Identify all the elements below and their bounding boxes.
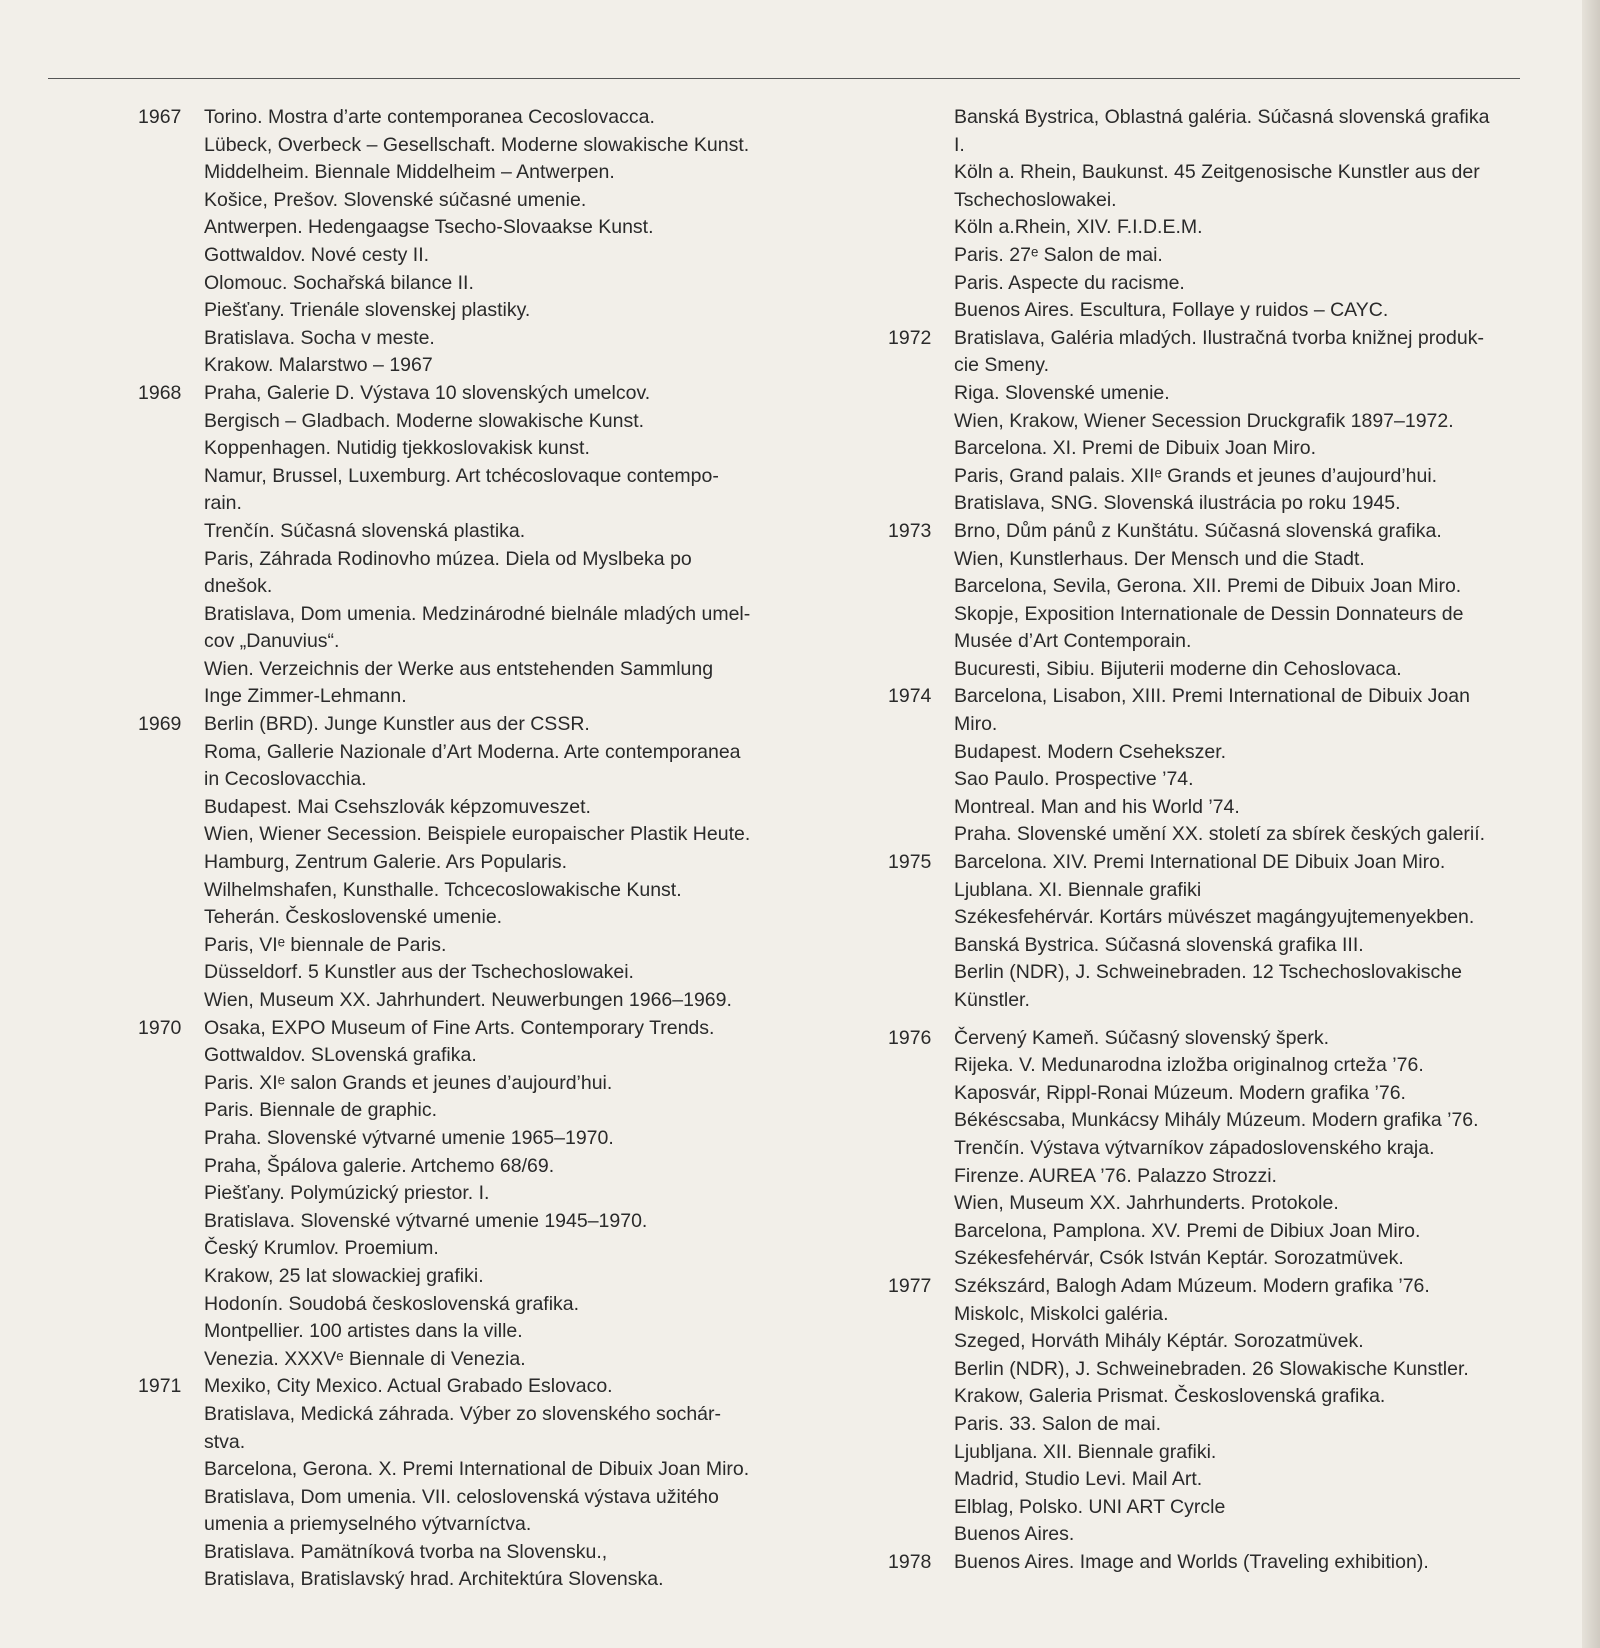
exhibition-line: Bratislava, Dom umenia. Medzinárodné bielnále mladých umel- [204,602,751,625]
exhibition-line: Wien, Museum XX. Jahrhundert. Neuwerbungen 1966–1969. [204,989,732,1011]
exhibition-line: Praha, Špálova galerie. Artchemo 68/69. [204,1154,555,1177]
exhibition-line: in Cecoslovacchia. [204,768,367,791]
exhibition-line: cie Smeny. [954,354,1050,377]
exhibition-line: Paris, Záhrada Rodinovho múzea. Diela od Myslbeka po [204,547,692,570]
exhibition-line: Košice, Prešov. Slovenské súčasné umenie. [204,188,587,211]
year-label: 1974 [888,685,932,708]
exhibition-line: Praha. Slovenské umění XX. století za sbírek českých galerií. [954,823,1486,846]
exhibition-line: Gottwaldov. Nové cesty II. [204,243,430,266]
exhibition-line: Banská Bystrica, Oblastná galéria. Súčasná slovenská grafika [954,106,1490,128]
exhibition-year-entry [888,683,1588,849]
exhibition-line: Bergisch – Gladbach. Moderne slowakische Kunst. [204,409,645,432]
exhibition-line: Torino. Mostra d’arte contemporanea Cecoslovacca. [204,106,655,128]
exhibition-year-entry [888,1025,1588,1273]
year-label: 1969 [138,713,182,736]
exhibition-line: Kaposvár, Rippl-Ronai Múzeum. Modern grafika ’76. [954,1081,1406,1104]
exhibition-line: Tschechoslowakei. [954,188,1117,211]
exhibition-year-entry [138,1015,858,1374]
exhibition-year-entry [888,325,1588,518]
exhibition-year-entry [888,849,1588,1015]
exhibition-line: Wilhelmshafen, Kunsthalle. Tchcecoslowakische Kunst. [204,878,682,901]
exhibition-line: Barcelona, Lisabon, XIII. Premi International de Dibuix Joan [954,685,1470,708]
exhibition-line: Sao Paulo. Prospective ’74. [954,768,1194,791]
year-label: 1972 [888,326,932,349]
exhibition-line: Bratislava, Dom umenia. VII. celoslovenská výstava užitého [204,1485,719,1508]
exhibition-year-entry [138,380,858,711]
exhibition-line: Székesfehérvár. Kortárs müvészet magángyujtemenyekben. [954,906,1475,929]
exhibition-line: Budapest. Modern Csehekszer. [954,740,1227,763]
exhibition-line: Český Krumlov. Proemium. [204,1237,439,1260]
exhibition-line: Roma, Gallerie Nazionale d’Art Moderna. Arte contemporanea [204,740,741,763]
year-label: 1975 [888,851,932,874]
exhibition-year-entry [138,711,858,1015]
exhibition-line: Bratislava. Pamätníková tvorba na Slovensku., [204,1540,608,1563]
exhibition-line: Banská Bystrica. Súčasná slovenská grafika III. [954,933,1364,956]
exhibition-line: Düsseldorf. 5 Kunstler aus der Tschechoslowakei. [204,961,634,984]
year-label: 1977 [888,1274,932,1297]
year-label: 1978 [888,1550,932,1573]
exhibition-line: Bratislava, Medická záhrada. Výber zo slovenského sochár- [204,1402,721,1425]
exhibition-line: Paris. Biennale de graphic. [204,1099,438,1122]
exhibition-line: Hamburg, Zentrum Galerie. Ars Popularis. [204,851,568,874]
exhibition-line: Wien. Verzeichnis der Werke aus entstehenden Sammlung [204,657,714,680]
exhibition-line: Berlin (NDR), J. Schweinebraden. 26 Slowakische Kunstler. [954,1357,1469,1380]
exhibition-line: Praha, Galerie D. Výstava 10 slovenských umelcov. [204,381,651,404]
exhibition-line: Skopje, Exposition Internationale de Dessin Donnateurs de [954,602,1464,625]
exhibition-line: Antwerpen. Hedengaagse Tsecho-Slovaakse Kunst. [204,216,654,239]
exhibition-line: Hodonín. Soudobá československá grafika. [204,1292,580,1315]
exhibition-line: I. [954,133,965,156]
exhibition-line: Ljublana. XI. Biennale grafiki [954,878,1202,901]
exhibition-line: Wien, Krakow, Wiener Secession Druckgrafik 1897–1972. [954,409,1454,432]
exhibition-line: Krakow. Malarstwo – 1967 [204,354,433,377]
exhibition-line: Musée d’Art Contemporain. [954,630,1192,653]
exhibition-line: Koppenhagen. Nutidig tjekkoslovakisk kunst. [204,437,590,460]
exhibition-line: Krakow, Galeria Prismat. Československá grafika. [954,1385,1386,1408]
exhibition-line: Riga. Slovenské umenie. [954,381,1170,404]
exhibition-line: Teherán. Československé umenie. [204,906,503,929]
year-label: 1968 [138,381,182,404]
exhibition-year-entry [888,1273,1588,1549]
exhibition-line: Barcelona, Sevila, Gerona. XII. Premi de Dibuix Joan Miro. [954,575,1462,598]
exhibition-line: dnešok. [204,575,273,598]
exhibition-line: Ljubljana. XII. Biennale grafiki. [954,1440,1217,1463]
exhibition-line: Berlin (BRD). Junge Kunstler aus der CSSR. [204,713,590,736]
year-label: 1976 [888,1026,932,1049]
exhibition-line: Červený Kameň. Súčasný slovenský šperk. [954,1026,1329,1049]
exhibition-line: Künstler. [954,989,1030,1011]
exhibition-year-entry [888,1549,1588,1577]
exhibition-line: Wien, Kunstlerhaus. Der Mensch und die Stadt. [954,547,1365,570]
exhibition-line: Paris. XIᵉ salon Grands et jeunes d’aujourd’hui. [204,1071,613,1094]
exhibition-line: stva. [204,1430,246,1453]
year-label: 1973 [888,519,932,542]
exhibition-line: Paris, Grand palais. XIIᵉ Grands et jeunes d’aujourd’hui. [954,464,1438,487]
exhibition-line: Buenos Aires. Escultura, Follaye y ruidos – CAYC. [954,299,1389,322]
exhibition-line: Paris. 33. Salon de mai. [954,1412,1162,1435]
exhibition-line: Köln a.Rhein, XIV. F.I.D.E.M. [954,216,1203,239]
exhibition-line: Namur, Brussel, Luxemburg. Art tchécoslovaque contempo- [204,464,719,487]
exhibition-line: Olomouc. Sochařská bilance II. [204,271,474,294]
exhibition-line: Lübeck, Overbeck – Gesellschaft. Moderne slowakische Kunst. [204,133,750,156]
exhibition-year-entry [138,1373,858,1594]
exhibition-line: Berlin (NDR), J. Schweinebraden. 12 Tschechoslovakische [954,961,1462,984]
exhibition-line: Barcelona. XIV. Premi International DE Dibuix Joan Miro. [954,851,1446,874]
exhibition-line: Rijeka. V. Medunarodna izložba originalnog crteža ’76. [954,1054,1424,1077]
year-label: 1970 [138,1016,182,1039]
year-label: 1971 [138,1375,182,1398]
exhibition-line: Inge Zimmer-Lehmann. [204,685,407,708]
exhibition-line: cov „Danuvius“. [204,630,340,653]
exhibition-line: umenia a priemyselného výtvarníctva. [204,1513,532,1536]
exhibition-year-entry [138,104,858,380]
exhibition-line: Budapest. Mai Csehszlovák képzomuveszet. [204,795,591,818]
exhibition-line: Buenos Aires. [954,1523,1075,1546]
exhibition-line: Mexiko, City Mexico. Actual Grabado Eslovaco. [204,1375,613,1398]
exhibition-line: Szeged, Horváth Mihály Képtár. Sorozatmüvek. [954,1330,1364,1353]
exhibition-line: Montpellier. 100 artistes dans la ville. [204,1320,523,1343]
exhibition-line: Miro. [954,713,998,736]
right-column [888,104,1588,1576]
exhibition-line: Paris. 27ᵉ Salon de mai. [954,243,1163,266]
page-edge [1582,0,1600,1648]
top-rule [48,78,1520,79]
exhibition-line: Praha. Slovenské výtvarné umenie 1965–1970. [204,1126,614,1149]
exhibition-line: Bratislava. Socha v meste. [204,326,435,349]
exhibition-line: Venezia. XXXVᵉ Biennale di Venezia. [204,1347,526,1370]
exhibition-line: Miskolc, Miskolci galéria. [954,1302,1169,1325]
exhibition-line: Trenčín. Výstava výtvarníkov západoslovenského kraja. [954,1136,1435,1159]
exhibition-line: Piešťany. Trienále slovenskej plastiky. [204,299,531,322]
exhibition-line: Köln a. Rhein, Baukunst. 45 Zeitgenosische Kunstler aus der [954,161,1480,184]
exhibition-line: Békéscsaba, Munkácsy Mihály Múzeum. Modern grafika ’76. [954,1109,1479,1132]
exhibition-line: Gottwaldov. SLovenská grafika. [204,1044,477,1067]
exhibition-year-entry [888,518,1588,684]
exhibition-line: Barcelona, Pamplona. XV. Premi de Dibiux Joan Miro. [954,1219,1421,1242]
exhibition-line: Bucuresti, Sibiu. Bijuterii moderne din Cehoslovaca. [954,657,1402,680]
exhibition-line: Bratislava. Slovenské výtvarné umenie 1945–1970. [204,1209,648,1232]
exhibition-line: Trenčín. Súčasná slovenská plastika. [204,519,526,542]
exhibition-line: Brno, Dům pánů z Kunštátu. Súčasná slovenská grafika. [954,519,1442,542]
exhibition-line: Bratislava, Galéria mladých. Ilustračná tvorba knižnej produk- [954,326,1484,349]
exhibition-line: Bratislava, Bratislavský hrad. Architektúra Slovenska. [204,1568,664,1591]
exhibition-line: Osaka, EXPO Museum of Fine Arts. Contemporary Trends. [204,1016,715,1039]
exhibition-line: Wien, Museum XX. Jahrhunderts. Protokole. [954,1192,1339,1215]
exhibition-line: Paris. Aspecte du racisme. [954,271,1185,294]
exhibition-line: Barcelona, Gerona. X. Premi International de Dibuix Joan Miro. [204,1458,750,1481]
exhibition-line: Madrid, Studio Levi. Mail Art. [954,1468,1203,1491]
exhibition-line: Paris, VIᵉ biennale de Paris. [204,933,447,956]
exhibition-line: Székesfehérvár, Csók István Keptár. Sorozatmüvek. [954,1247,1404,1270]
exhibition-line: Montreal. Man and his World ’74. [954,795,1240,818]
exhibition-line: rain. [204,492,242,515]
exhibition-year-entry [888,104,1588,325]
exhibition-line: Krakow, 25 lat slowackiej grafiki. [204,1264,484,1287]
exhibition-line: Middelheim. Biennale Middelheim – Antwerpen. [204,161,615,184]
exhibition-line: Buenos Aires. Image and Worlds (Traveling exhibition). [954,1550,1429,1573]
exhibition-line: Elblag, Polsko. UNI ART Cyrcle [954,1495,1226,1518]
exhibition-line: Székszárd, Balogh Adam Múzeum. Modern grafika ’76. [954,1274,1430,1297]
exhibition-line: Bratislava, SNG. Slovenská ilustrácia po roku 1945. [954,492,1401,515]
exhibition-line: Barcelona. XI. Premi de Dibuix Joan Miro. [954,437,1316,460]
year-label: 1967 [138,106,182,128]
left-column [138,104,858,1594]
exhibition-line: Firenze. AUREA ’76. Palazzo Strozzi. [954,1164,1277,1187]
exhibition-line: Piešťany. Polymúzický priestor. I. [204,1182,490,1205]
exhibition-line: Wien, Wiener Secession. Beispiele europaischer Plastik Heute. [204,823,751,846]
